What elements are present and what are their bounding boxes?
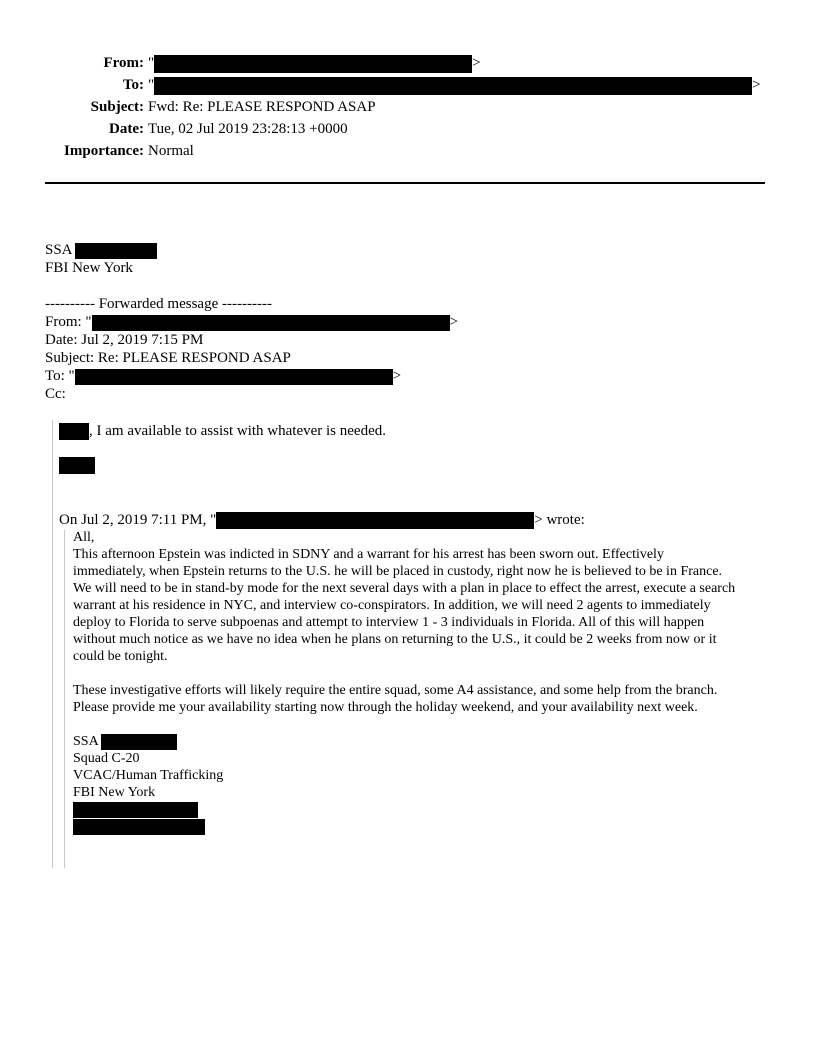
from-label: From: [103, 55, 144, 71]
reply-signature [59, 456, 95, 474]
redaction-block [75, 243, 157, 259]
angle-bracket: > [752, 77, 761, 93]
quoted-sig-title [73, 733, 177, 750]
redaction-block [59, 457, 95, 474]
body-line: could be tonight. [73, 649, 168, 664]
body-line: immediately, when Epstein returns to the U.S. he will be placed in custody, right now he is believed to be in France. [73, 564, 723, 579]
forward-from [45, 313, 458, 331]
reply-text: , I am available to assist with whatever is needed. [89, 423, 386, 439]
redaction-block [154, 55, 472, 73]
to-label: To: [122, 77, 144, 93]
forward-from-label: From: " [45, 314, 92, 330]
quote-attribution [59, 511, 585, 529]
forward-to-label: To: " [45, 368, 75, 384]
quote-mark: " [148, 77, 155, 93]
quoted-sig-redacted-2 [73, 818, 205, 835]
redaction-block [75, 369, 393, 385]
redaction-block [92, 315, 450, 331]
importance-value: Normal [148, 143, 194, 159]
header-subject-row [0, 97, 816, 117]
body-line: deploy to Florida to serve subpoenas and attempt to interview 1 - 3 individuals in Florida. All of this will happen [73, 615, 705, 630]
redaction-block [154, 77, 752, 95]
redaction-block [59, 423, 89, 440]
to-value [148, 75, 761, 95]
importance-label: Importance: [64, 143, 144, 159]
redaction-block [73, 819, 205, 835]
quoted-sig-office: FBI New York [73, 785, 156, 800]
header-to-row [0, 75, 816, 95]
forward-to [45, 367, 401, 385]
quoted-sig-squad: Squad C-20 [73, 751, 140, 766]
sender-office: FBI New York [45, 260, 133, 276]
header-divider [45, 182, 765, 184]
reply-line [59, 422, 386, 440]
quoted-sig-unit: VCAC/Human Trafficking [73, 768, 224, 783]
date-label: Date: [109, 121, 144, 137]
body-line: This afternoon Epstein was indicted in SDNY and a warrant for his arrest has been sworn out. Effectively [73, 547, 664, 562]
quote-mark: " [148, 55, 155, 71]
quote-bar-outer [52, 420, 53, 868]
sender-title [45, 241, 157, 259]
quoted-sig-redacted-1 [73, 801, 198, 818]
sender-title-text: SSA [45, 242, 72, 258]
body-line: warrant at his residence in NYC, and interview co-conspirators. In addition, we will need 2 agents to immediately [73, 598, 711, 613]
body-line: without much notice as we have no idea when he plans on returning to the U.S., it could be 2 weeks from now or it [73, 632, 717, 647]
angle-bracket: > [449, 314, 459, 330]
attribution-suffix: > wrote: [534, 512, 585, 528]
forward-separator: ---------- Forwarded message ---------- [45, 296, 272, 312]
quote-bar-inner [64, 530, 65, 868]
angle-bracket: > [472, 55, 481, 71]
header-date-row [0, 119, 816, 139]
attribution-prefix: On Jul 2, 2019 7:11 PM, " [59, 512, 217, 528]
date-value: Tue, 02 Jul 2019 23:28:13 +0000 [148, 121, 348, 137]
forward-cc: Cc: [45, 386, 66, 402]
subject-value: Fwd: Re: PLEASE RESPOND ASAP [148, 99, 376, 115]
subject-label: Subject: [90, 99, 144, 115]
body-line: Please provide me your availability starting now through the holiday weekend, and your availability next week. [73, 700, 698, 715]
body-line: These investigative efforts will likely require the entire squad, some A4 assistance, and some help from the branch. [73, 683, 718, 698]
redaction-block [216, 512, 534, 529]
forward-date: Date: Jul 2, 2019 7:15 PM [45, 332, 204, 348]
from-value [148, 53, 481, 73]
forward-subject: Subject: Re: PLEASE RESPOND ASAP [45, 350, 291, 366]
quote-greeting: All, [73, 530, 95, 545]
angle-bracket: > [392, 368, 402, 384]
header-importance-row [0, 141, 816, 161]
redaction-block [73, 802, 198, 818]
quoted-sig-title-text: SSA [73, 734, 98, 749]
redaction-block [101, 734, 177, 750]
body-line: We will need to be in stand-by mode for the next several days with a plan in place to effect the arrest, execute a search [73, 581, 736, 596]
header-from-row [0, 53, 816, 73]
